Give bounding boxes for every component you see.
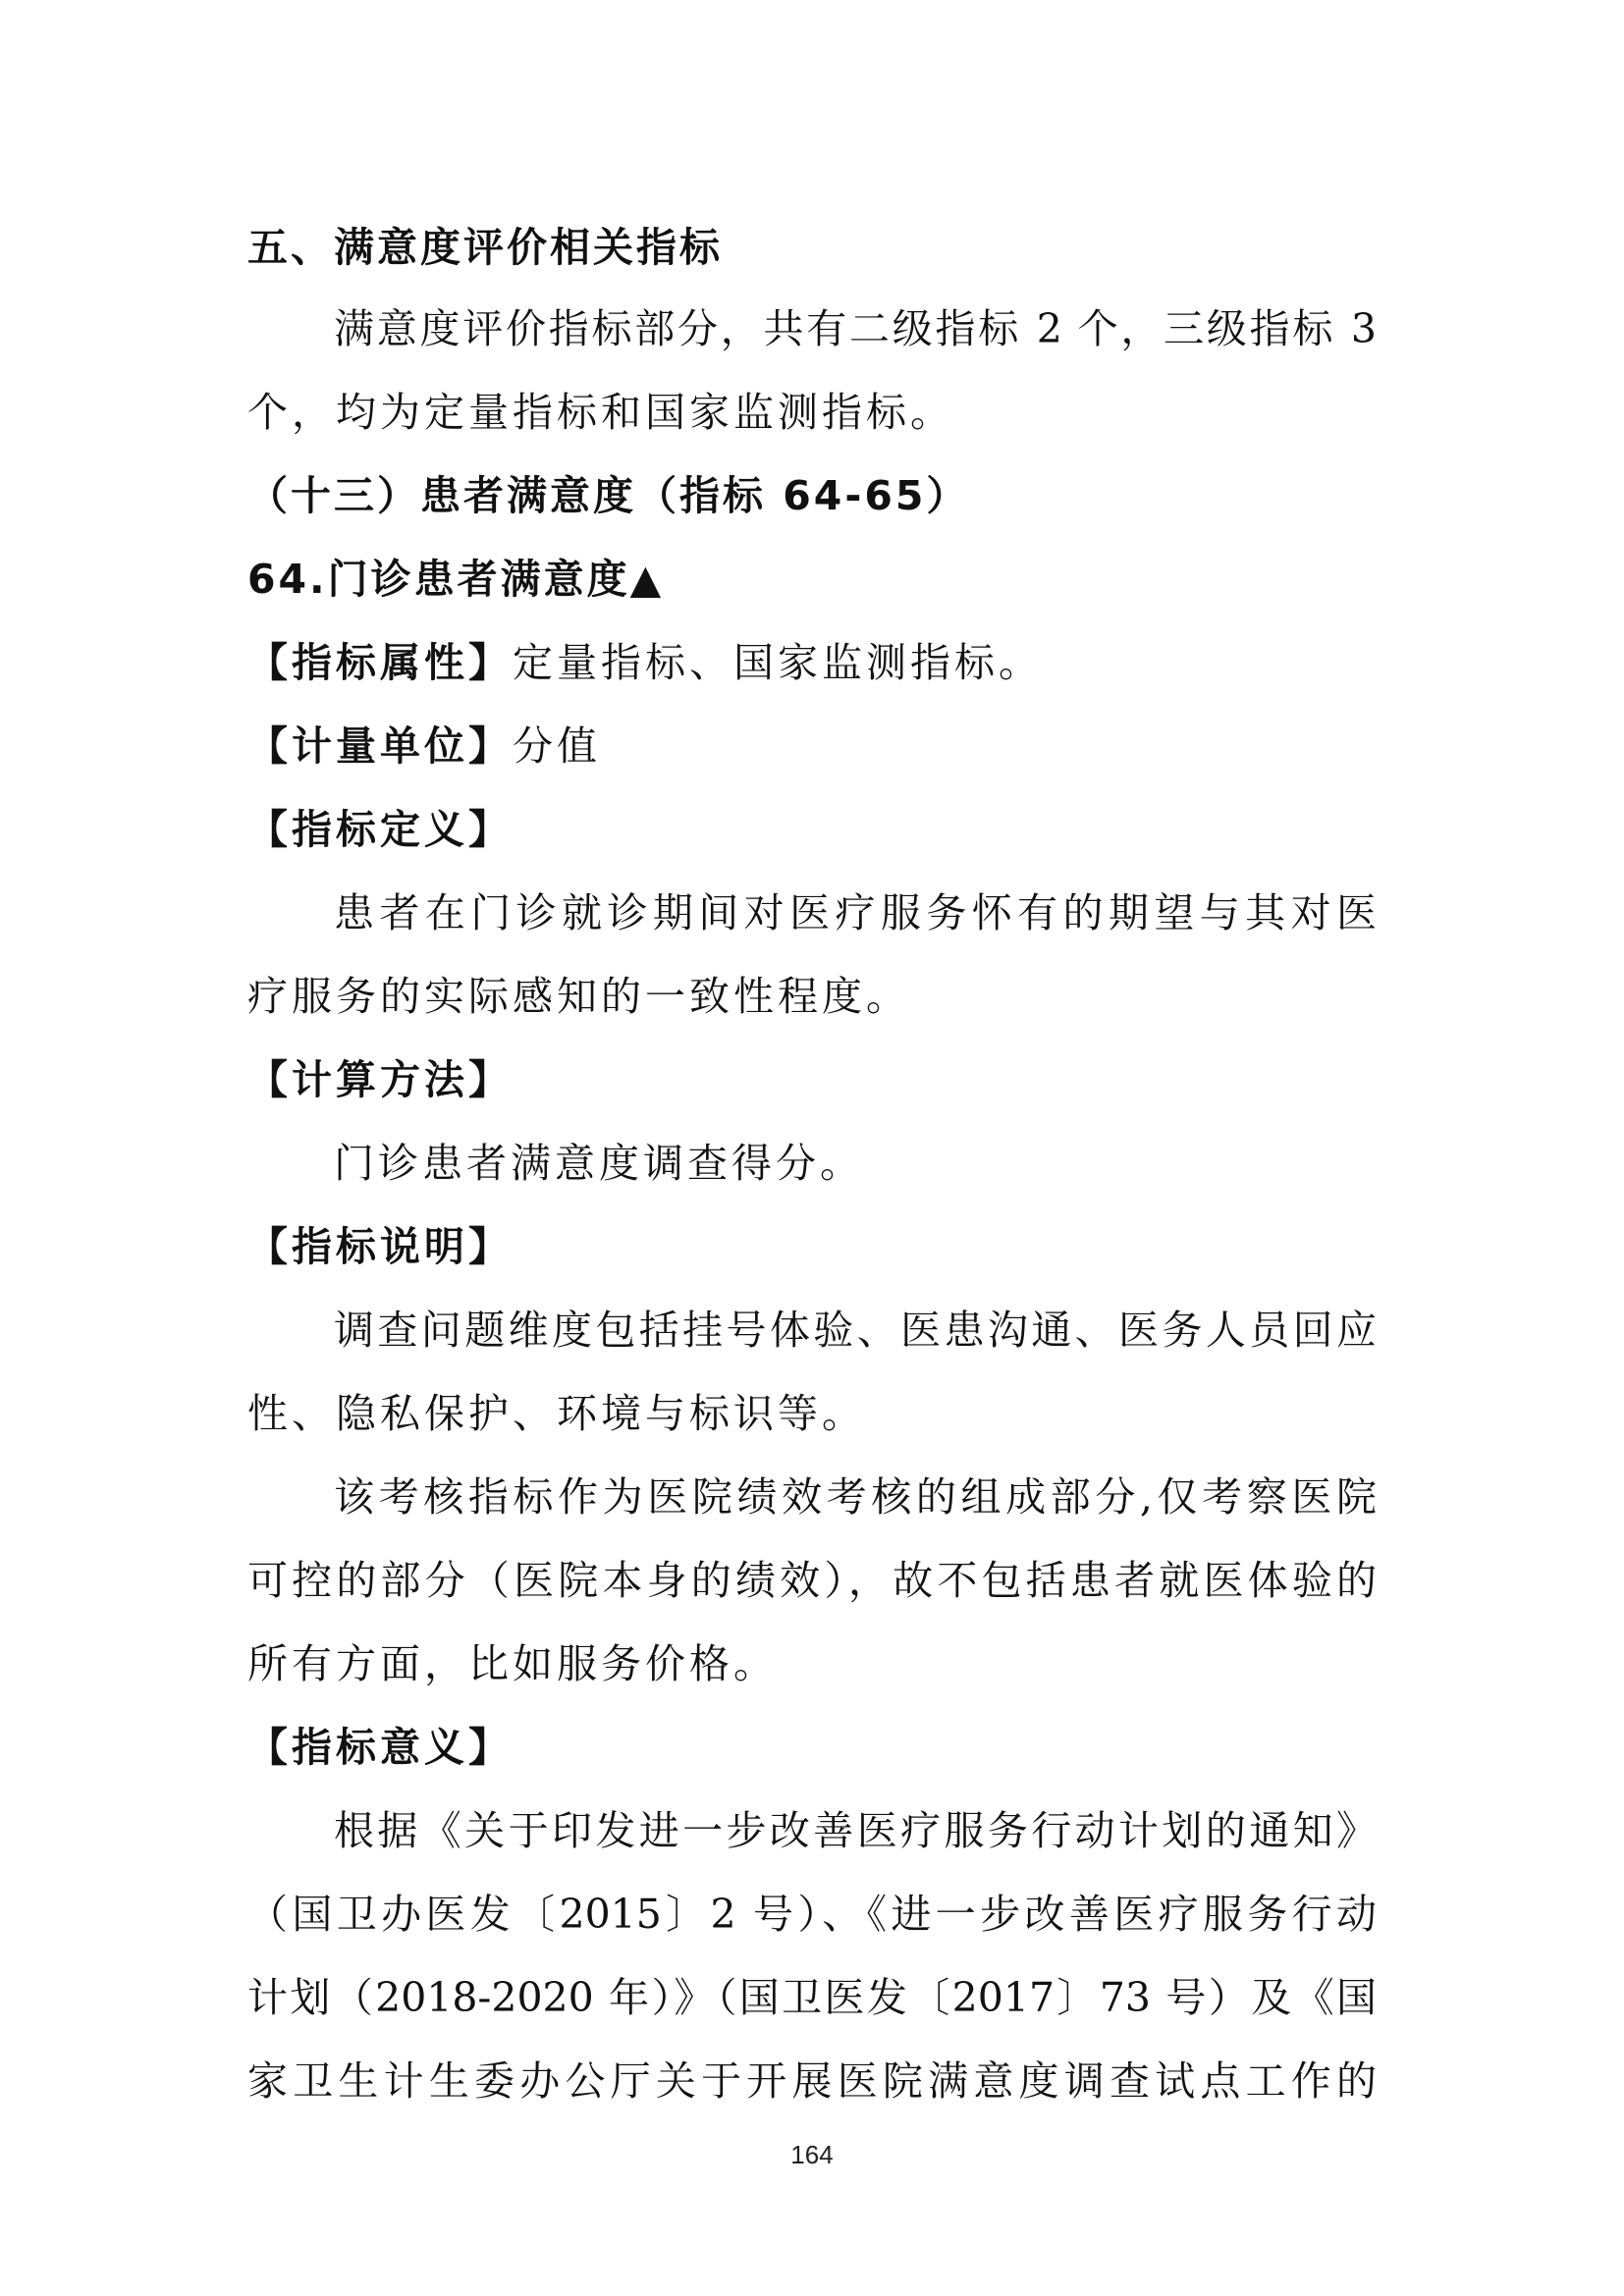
intro-line-2: 个，均为定量指标和国家监测指标。 <box>247 389 954 436</box>
explanation-p2-line-3: 所有方面，比如服务价格。 <box>247 1640 778 1687</box>
unit-value: 分值 <box>513 722 601 770</box>
unit-label: 【计量单位】 <box>247 722 513 770</box>
definition-line-2: 疗服务的实际感知的一致性程度。 <box>247 973 910 1020</box>
method-line-1: 门诊患者满意度调查得分。 <box>334 1140 864 1187</box>
explanation-p1-line-2: 性、隐私保护、环境与标识等。 <box>247 1390 866 1437</box>
page-number: 164 <box>790 2140 834 2169</box>
significance-line-1: 根据《关于印发进一步改善医疗服务行动计划的通知》 <box>334 1807 1377 1854</box>
attributes-value: 定量指标、国家监测指标。 <box>513 639 1043 686</box>
attributes-label: 【指标属性】 <box>247 639 513 686</box>
significance-label: 【指标意义】 <box>247 1724 513 1771</box>
subsection-title: （十三）患者满意度（指标 64-65） <box>247 472 970 519</box>
explanation-p1-line-1: 调查问题维度包括挂号体验、医患沟通、医务人员回应 <box>334 1307 1377 1354</box>
section-heading: 五、满意度评价相关指标 <box>247 224 723 271</box>
attributes-row <box>247 633 1377 692</box>
indicator-title: 64.门诊患者满意度▲ <box>247 556 665 603</box>
definition-label: 【指标定义】 <box>247 806 513 853</box>
unit-row <box>247 717 1377 775</box>
significance-line-2: （国卫办医发〔2015〕2 号）、《进一步改善医疗服务行动 <box>247 1891 1377 1938</box>
significance-line-3: 计划（2018-2020 年）》（国卫医发〔2017〕73 号）及《国 <box>247 1974 1377 2021</box>
explanation-label: 【指标说明】 <box>247 1223 513 1270</box>
method-label: 【计算方法】 <box>247 1056 513 1103</box>
intro-line-1: 满意度评价指标部分，共有二级指标 2 个，三级指标 3 <box>334 305 1377 352</box>
definition-line-1: 患者在门诊就诊期间对医疗服务怀有的期望与其对医 <box>334 889 1377 936</box>
explanation-p2-line-2: 可控的部分（医院本身的绩效），故不包括患者就医体验的 <box>247 1557 1377 1604</box>
significance-line-4: 家卫生计生委办公厅关于开展医院满意度调查试点工作的 <box>247 2057 1377 2105</box>
explanation-p2-line-1: 该考核指标作为医院绩效考核的组成部分,仅考察医院 <box>334 1473 1377 1521</box>
